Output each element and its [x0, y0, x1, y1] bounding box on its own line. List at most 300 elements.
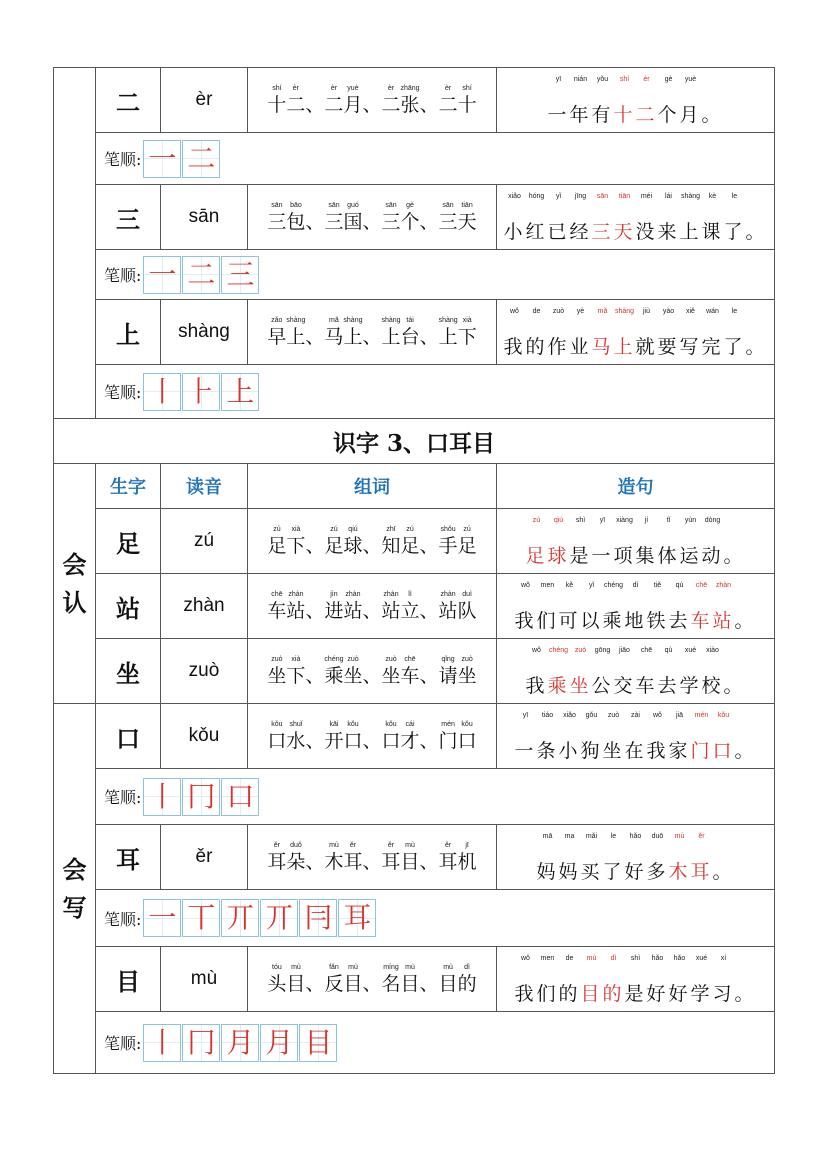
punctuation: 、 — [305, 730, 325, 752]
pinyin-annotation: xià — [291, 656, 301, 663]
pinyin-annotation: wǒ — [510, 307, 519, 315]
word — [438, 526, 477, 557]
stroke-row — [54, 365, 775, 419]
example-sentence — [525, 646, 745, 697]
pinyin-annotation: kǒu — [347, 721, 359, 728]
pinyin-annotation: nián — [573, 75, 588, 83]
stroke-glyph: 上 — [226, 374, 255, 408]
sentence-pinyin-line — [503, 307, 767, 317]
pinyin-annotation: fǎn — [329, 964, 339, 971]
word — [381, 526, 420, 557]
hanzi: 上 — [438, 326, 458, 348]
pinyin-annotation: chē — [404, 656, 416, 663]
sentence-text: 一条小狗坐在我家门口。 — [514, 739, 757, 762]
stroke-order-cell — [96, 250, 775, 300]
pinyin-annotation: chē — [640, 646, 653, 654]
category-char: 会 — [62, 854, 87, 884]
pinyin-annotation: zhī — [386, 526, 396, 533]
pinyin-annotation: yè — [576, 307, 585, 315]
pinyin-annotation: mén — [694, 711, 709, 719]
ruby-char — [343, 84, 362, 116]
character: 口 — [96, 704, 161, 769]
ruby-char — [439, 316, 458, 348]
pinyin-annotation: kè — [708, 192, 717, 200]
pinyin-annotation: mù — [405, 842, 415, 849]
word — [438, 721, 477, 752]
pinyin-annotation: èr — [444, 85, 452, 92]
pinyin-annotation: lái — [664, 192, 672, 200]
word — [267, 85, 306, 116]
stroke-order-cell — [96, 133, 775, 185]
punctuation: 、 — [362, 600, 382, 622]
char-row — [54, 704, 775, 769]
pinyin-annotation: jiā — [675, 711, 683, 719]
stroke-step-box — [260, 1024, 298, 1062]
pinyin-annotation: shì — [630, 954, 641, 962]
pinyin-annotation: wán — [706, 307, 719, 315]
pinyin-annotation: sān — [271, 202, 283, 209]
word — [381, 964, 420, 995]
pinyin-annotation: dì — [464, 964, 470, 971]
ruby-char — [382, 201, 401, 233]
ruby-char — [324, 963, 343, 995]
ruby-char — [401, 655, 420, 687]
punctuation: 、 — [305, 94, 325, 116]
hanzi: 水 — [286, 730, 306, 752]
ruby-char — [382, 655, 401, 687]
pinyin: kǒu — [161, 704, 248, 769]
pinyin-annotation: qiú — [348, 526, 358, 533]
word — [381, 842, 420, 873]
pinyin-annotation: xiào — [706, 646, 719, 654]
pinyin-annotation: tóu — [272, 964, 282, 971]
word — [381, 317, 420, 348]
hanzi: 口 — [267, 730, 287, 752]
hanzi: 站 — [343, 600, 363, 622]
sentence-pinyin-line — [536, 832, 734, 842]
stroke-step-box — [221, 256, 259, 294]
ruby-char — [458, 720, 477, 752]
hanzi: 坐 — [381, 665, 401, 687]
hanzi: 坐 — [343, 665, 363, 687]
hanzi: 耳 — [438, 851, 458, 873]
ruby-char — [343, 316, 362, 348]
pinyin-annotation: zhàn — [440, 591, 456, 598]
word — [324, 964, 363, 995]
word — [438, 85, 477, 116]
hanzi: 手 — [438, 535, 458, 557]
char-row — [54, 825, 775, 890]
hanzi: 包 — [286, 211, 306, 233]
header-row — [54, 464, 775, 509]
punctuation: 、 — [362, 973, 382, 995]
pinyin-annotation: xué — [684, 646, 697, 654]
pinyin-annotation: ěr — [698, 832, 705, 840]
stroke-row — [54, 250, 775, 300]
stroke-label: 笔顺: — [104, 909, 142, 929]
character: 耳 — [96, 825, 161, 890]
pinyin-annotation: wǒ — [521, 581, 530, 589]
stroke-glyph: 一 — [148, 141, 177, 175]
pinyin-annotation: gè — [664, 75, 673, 83]
word — [324, 526, 363, 557]
words-cell — [248, 947, 497, 1012]
pinyin-annotation: chē — [695, 581, 708, 589]
word — [324, 317, 363, 348]
hanzi: 目 — [438, 973, 458, 995]
stroke-glyph: 冃 — [304, 901, 333, 934]
character: 目 — [96, 947, 161, 1012]
hanzi: 三 — [381, 211, 401, 233]
word — [267, 964, 306, 995]
pinyin-annotation: hǎo — [629, 832, 642, 840]
hanzi: 十 — [457, 94, 477, 116]
char-row — [54, 574, 775, 639]
pinyin-annotation: le — [731, 307, 738, 315]
ruby-char — [439, 963, 458, 995]
ruby-char — [324, 525, 343, 557]
punctuation: 、 — [419, 665, 439, 687]
punctuation: 、 — [305, 211, 325, 233]
pinyin: sān — [161, 185, 248, 250]
hanzi: 三 — [438, 211, 458, 233]
ruby-char — [324, 655, 343, 687]
pinyin-annotation: yǒu — [596, 75, 609, 83]
hanzi: 国 — [343, 211, 363, 233]
pinyin-annotation: ma — [564, 832, 575, 840]
pinyin-annotation: zuò — [607, 711, 620, 719]
pinyin-annotation: shàng — [438, 317, 458, 324]
stroke-glyph: 耳 — [343, 901, 372, 934]
stroke-step-box — [143, 140, 181, 178]
ruby-char — [382, 720, 401, 752]
punctuation: 、 — [362, 665, 382, 687]
pinyin-annotation: zú — [463, 526, 471, 533]
hanzi: 坐 — [267, 665, 287, 687]
stroke-glyph: 丅 — [187, 901, 216, 934]
ruby-char — [286, 201, 305, 233]
ruby-char — [401, 841, 420, 873]
pinyin-annotation: zhàn — [288, 591, 304, 598]
pinyin-annotation: chéng — [324, 656, 344, 663]
stroke-glyph: 丨 — [148, 779, 177, 813]
pinyin-annotation: èr — [387, 85, 395, 92]
word — [438, 202, 477, 233]
sentence-pinyin-line — [514, 581, 756, 591]
hanzi: 个 — [400, 211, 420, 233]
ruby-char — [439, 84, 458, 116]
pinyin-annotation: yuè — [684, 75, 697, 83]
category-write — [54, 704, 96, 1074]
pinyin-annotation: míng — [383, 964, 399, 971]
sentence-text: 小红已经三天没来上课了。 — [503, 220, 768, 243]
pinyin-annotation: mù — [329, 842, 339, 849]
word — [267, 317, 306, 348]
ruby-char — [439, 590, 458, 622]
category-char: 认 — [62, 587, 87, 617]
pinyin-annotation: de — [565, 954, 574, 962]
pinyin-annotation: sān — [442, 202, 454, 209]
pinyin: èr — [161, 68, 248, 133]
ruby-char — [381, 84, 400, 116]
pinyin-annotation: yī — [555, 75, 562, 83]
pinyin-annotation: xiě — [686, 307, 695, 315]
punctuation: 、 — [305, 851, 325, 873]
pinyin-annotation: bāo — [290, 202, 302, 209]
hanzi: 名 — [381, 973, 401, 995]
ruby-char — [401, 316, 420, 348]
hanzi: 立 — [400, 600, 420, 622]
hanzi: 头 — [267, 973, 287, 995]
pinyin-annotation: jí — [644, 516, 649, 524]
hanzi: 朵 — [286, 851, 306, 873]
pinyin-annotation: shàng — [381, 317, 401, 324]
hanzi: 台 — [400, 326, 420, 348]
example-sentence — [514, 581, 756, 632]
pinyin-annotation: wǒ — [521, 954, 530, 962]
stroke-step-box — [182, 899, 220, 937]
pinyin: shàng — [161, 300, 248, 365]
ruby-char — [286, 525, 305, 557]
ruby-char — [286, 84, 305, 116]
hanzi: 马 — [324, 326, 344, 348]
pinyin-annotation: sān — [328, 202, 340, 209]
punctuation: 、 — [419, 851, 439, 873]
word — [324, 591, 363, 622]
lesson-title: 识字 3、口耳目 — [54, 419, 775, 464]
hanzi: 目 — [343, 973, 363, 995]
pinyin-annotation: tiě — [653, 581, 662, 589]
pinyin-annotation: tiáo — [541, 711, 554, 719]
ruby-char — [343, 720, 362, 752]
pinyin-annotation: zhàn — [345, 591, 361, 598]
char-row — [54, 639, 775, 704]
word — [267, 656, 306, 687]
category-char: 写 — [62, 892, 87, 922]
hanzi: 的 — [457, 973, 477, 995]
ruby-char — [401, 201, 420, 233]
punctuation: 、 — [305, 600, 325, 622]
stroke-glyph: 丌 — [226, 901, 255, 934]
stroke-row — [54, 1012, 775, 1074]
hanzi: 上 — [343, 326, 363, 348]
pinyin-annotation: qǐng — [441, 656, 455, 663]
punctuation: 、 — [305, 326, 325, 348]
pinyin-annotation: shí — [462, 85, 472, 92]
category-blank — [54, 68, 96, 419]
ruby-char — [401, 963, 420, 995]
sentence-text: 我们的目的是好好学习。 — [514, 982, 757, 1005]
pinyin-annotation: tǐ — [666, 516, 671, 524]
pinyin-annotation: shàng — [343, 317, 363, 324]
hanzi: 二 — [286, 94, 306, 116]
header-sentence: 造句 — [497, 464, 775, 509]
pinyin-annotation: mén — [441, 721, 455, 728]
ruby-char — [267, 201, 286, 233]
pinyin-annotation: yào — [662, 307, 675, 315]
ruby-char — [458, 201, 477, 233]
stroke-step-box — [260, 899, 298, 937]
punctuation: 、 — [362, 326, 382, 348]
hanzi: 耳 — [381, 851, 401, 873]
stroke-glyph: 一 — [148, 257, 177, 291]
pinyin-annotation: dòng — [704, 516, 721, 524]
words-cell — [248, 509, 497, 574]
sentence-text: 我乘坐公交车去学校。 — [525, 674, 746, 697]
pinyin-annotation: yī — [522, 711, 529, 719]
stroke-glyph: 目 — [304, 1025, 333, 1059]
stroke-glyph: 月 — [265, 1025, 294, 1059]
stroke-label: 笔顺: — [104, 266, 142, 285]
word — [267, 202, 306, 233]
words-cell — [248, 68, 497, 133]
pinyin-annotation: tiān — [618, 192, 631, 200]
stroke-glyph: 丨 — [148, 1025, 177, 1059]
pinyin-annotation: zhàn — [383, 591, 399, 598]
ruby-char — [343, 590, 362, 622]
stroke-label: 笔顺: — [104, 150, 142, 169]
stroke-step-box — [221, 373, 259, 411]
pinyin-annotation: jīng — [574, 192, 587, 200]
sentence-cell — [497, 825, 775, 890]
stroke-step-box — [182, 140, 220, 178]
word — [324, 85, 363, 116]
pinyin-annotation: tái — [406, 317, 414, 324]
word — [438, 964, 477, 995]
words-cell — [248, 300, 497, 365]
pinyin: zuò — [161, 639, 248, 704]
ruby-char — [343, 201, 362, 233]
ruby-char — [286, 720, 305, 752]
pinyin-annotation: zuò — [552, 307, 565, 315]
ruby-char — [458, 590, 477, 622]
sentence-cell — [497, 639, 775, 704]
hanzi: 上 — [286, 326, 306, 348]
hanzi: 才 — [400, 730, 420, 752]
stroke-glyph: 冂 — [187, 779, 216, 813]
pinyin-annotation: yǐ — [588, 581, 595, 589]
ruby-char — [439, 525, 458, 557]
pinyin-annotation: zuò — [385, 656, 397, 663]
pinyin-annotation: cái — [405, 721, 415, 728]
word — [381, 202, 420, 233]
pinyin-annotation: chéng — [603, 581, 624, 589]
pinyin-annotation: mù — [674, 832, 685, 840]
pinyin-annotation: shàng — [286, 317, 306, 324]
pinyin-annotation: men — [540, 581, 555, 589]
ruby-char — [267, 720, 286, 752]
stroke-row — [54, 133, 775, 185]
words-cell — [248, 185, 497, 250]
stroke-order-cell — [96, 769, 775, 825]
stroke-step-box — [299, 899, 337, 937]
pinyin-annotation: xí — [720, 954, 727, 962]
character: 坐 — [96, 639, 161, 704]
words-cell — [248, 639, 497, 704]
example-sentence — [525, 516, 745, 567]
pinyin-annotation: kě — [565, 581, 574, 589]
sentence-pinyin-line — [514, 954, 756, 964]
ruby-char — [286, 963, 305, 995]
hanzi: 请 — [438, 665, 458, 687]
pinyin-annotation: shí — [619, 75, 630, 83]
char-row — [54, 947, 775, 1012]
ruby-char — [343, 963, 362, 995]
character: 上 — [96, 300, 161, 365]
header-words: 组词 — [248, 464, 497, 509]
sentence-pinyin-line — [525, 646, 745, 656]
char-row — [54, 509, 775, 574]
pinyin-annotation: shàng — [680, 192, 701, 200]
sentence-pinyin-line — [503, 192, 767, 202]
pinyin: ěr — [161, 825, 248, 890]
punctuation: 、 — [419, 973, 439, 995]
pinyin-annotation: tiān — [461, 202, 473, 209]
words-cell — [248, 825, 497, 890]
hanzi: 足 — [324, 535, 344, 557]
word — [381, 721, 420, 752]
ruby-char — [439, 201, 458, 233]
pinyin-annotation: èr — [643, 75, 650, 83]
sentence-cell — [497, 704, 775, 769]
pinyin-annotation: ěr — [387, 842, 395, 849]
pinyin-annotation: zuò — [347, 656, 359, 663]
stroke-glyph: 三 — [226, 257, 255, 291]
punctuation: 、 — [419, 730, 439, 752]
pinyin-annotation: èr — [292, 85, 300, 92]
ruby-char — [401, 590, 420, 622]
pinyin-annotation: zú — [273, 526, 281, 533]
pinyin-annotation: kāi — [329, 721, 339, 728]
char-row — [54, 185, 775, 250]
stroke-row — [54, 769, 775, 825]
hanzi: 耳 — [267, 851, 287, 873]
words-cell — [248, 704, 497, 769]
pinyin-annotation: guó — [347, 202, 359, 209]
stroke-order-cell — [96, 1012, 775, 1074]
stroke-step-box — [221, 1024, 259, 1062]
pinyin-annotation: mù — [586, 954, 597, 962]
ruby-char — [343, 525, 362, 557]
ruby-char — [267, 316, 286, 348]
pinyin-annotation: zuò — [574, 646, 587, 654]
stroke-step-box — [299, 1024, 337, 1062]
pinyin-annotation: mù — [405, 964, 415, 971]
pinyin-annotation: le — [731, 192, 738, 200]
ruby-char — [267, 525, 286, 557]
ruby-char — [458, 316, 477, 348]
example-sentence — [547, 75, 723, 126]
sentence-cell — [497, 68, 775, 133]
example-sentence — [503, 307, 767, 358]
ruby-char — [401, 720, 420, 752]
pinyin-annotation: qù — [664, 646, 673, 654]
pinyin-annotation: ěr — [349, 842, 357, 849]
ruby-char — [458, 525, 477, 557]
hanzi: 二 — [381, 94, 401, 116]
ruby-char — [439, 841, 458, 873]
header-char: 生字 — [96, 464, 161, 509]
hanzi: 目 — [400, 851, 420, 873]
pinyin-annotation: méi — [640, 192, 653, 200]
ruby-char — [458, 841, 477, 873]
stroke-order-cell — [96, 365, 775, 419]
stroke-row — [54, 890, 775, 947]
pinyin-annotation: jiāo — [619, 646, 630, 654]
word — [324, 202, 363, 233]
stroke-glyph: 二 — [187, 257, 216, 291]
stroke-step-box — [143, 256, 181, 294]
